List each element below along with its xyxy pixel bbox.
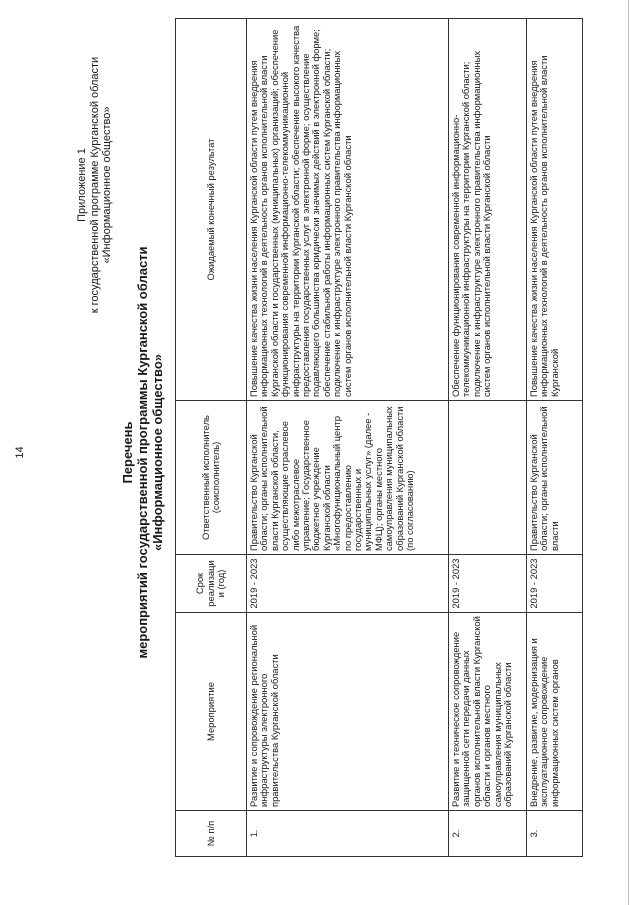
- scan-edge-line: [628, 0, 629, 905]
- appendix-line-1: Приложение 1: [76, 148, 88, 222]
- row-period: 2019 - 2023: [527, 555, 583, 613]
- header-num: № п/п: [176, 811, 247, 857]
- table-header-row: [176, 19, 247, 857]
- row-num: 2.: [449, 811, 527, 857]
- table-row: [449, 19, 527, 857]
- document-title: [120, 0, 165, 905]
- title-line-1: Перечень: [120, 421, 135, 484]
- row-activity: Развитие и техническое сопровождение защищенной сети передачи данных органов исполнительной власти Курганской области и органов местного самоуправления муниципальных образований Курганской области: [449, 613, 527, 811]
- row-executor: Правительство Курганской области; органы исполнительной власти Курганской области, осуществляющие отраслевое либо межотраслевое управление; Государственное бюджетное учреждение Курганской области «Многофункциональный центр по предоставлению государственных и муниципальных услуг» (далее - МФЦ); органы местного самоуправления муниципальных образований Курганской области (по согласованию): [247, 401, 449, 555]
- title-line-2: мероприятий государственной программы Курганской области: [135, 246, 150, 659]
- page-number: 14: [14, 446, 26, 459]
- row-activity: Внедрение, развитие, модернизация и эксплуатационное сопровождение информационных систем органов: [527, 613, 583, 811]
- header-period: Срок реализации (год): [176, 555, 247, 613]
- appendix-line-3: «Информационное общество»: [101, 106, 113, 264]
- activities-table: [175, 18, 583, 857]
- header-result: Ожидаемый конечный результат: [176, 19, 247, 401]
- row-executor: [449, 401, 527, 555]
- appendix-note: [76, 25, 114, 345]
- row-num: 3.: [527, 811, 583, 857]
- row-activity: Развитие и сопровождение региональной инфраструктуры электронного правительства Курганской области: [247, 613, 449, 811]
- header-activity: Мероприятие: [176, 613, 247, 811]
- row-result: Обеспечение функционирования современной информационно-телекоммуникационной инфраструктуры на территории Курганской области; подключение к инфраструктуре электронного правительства информационных систем органов исполнительной власти Курганской области: [449, 19, 527, 401]
- header-executor: Ответственный исполнитель (соисполнитель): [176, 401, 247, 555]
- row-period: 2019 - 2023: [247, 555, 449, 613]
- row-num: 1.: [247, 811, 449, 857]
- table-row: [527, 19, 583, 857]
- title-line-3: «Информационное общество»: [150, 354, 165, 552]
- row-result: Повышение качества жизни населения Курганской области путем внедрения информационных технологий в деятельность органов исполнительной власти Курганской области и государственных (муниципальных) организаций; обеспечение функционирования современной информационно-телекоммуникационной инфраструктуры на территории Курганской области; обеспечение высокого качества предоставления государственных услуг в электронной форме; осуществление подавляющего большинства юридически значимых действий в электронной форме; обеспечение стабильной работы информационных систем Курганской области; подключение к инфраструктуре электронного правительства информационных систем органов исполнительной власти Курганской области: [247, 19, 449, 401]
- row-result: Повышение качества жизни населения Курганской области путем внедрения информационных технологий в деятельность органов исполнительной власти Курганской: [527, 19, 583, 401]
- row-executor: Правительство Курганской области; органы исполнительной власти: [527, 401, 583, 555]
- row-period: 2019 - 2023: [449, 555, 527, 613]
- table-row: [247, 19, 449, 857]
- appendix-line-2: к государственной программе Курганской области: [88, 56, 101, 314]
